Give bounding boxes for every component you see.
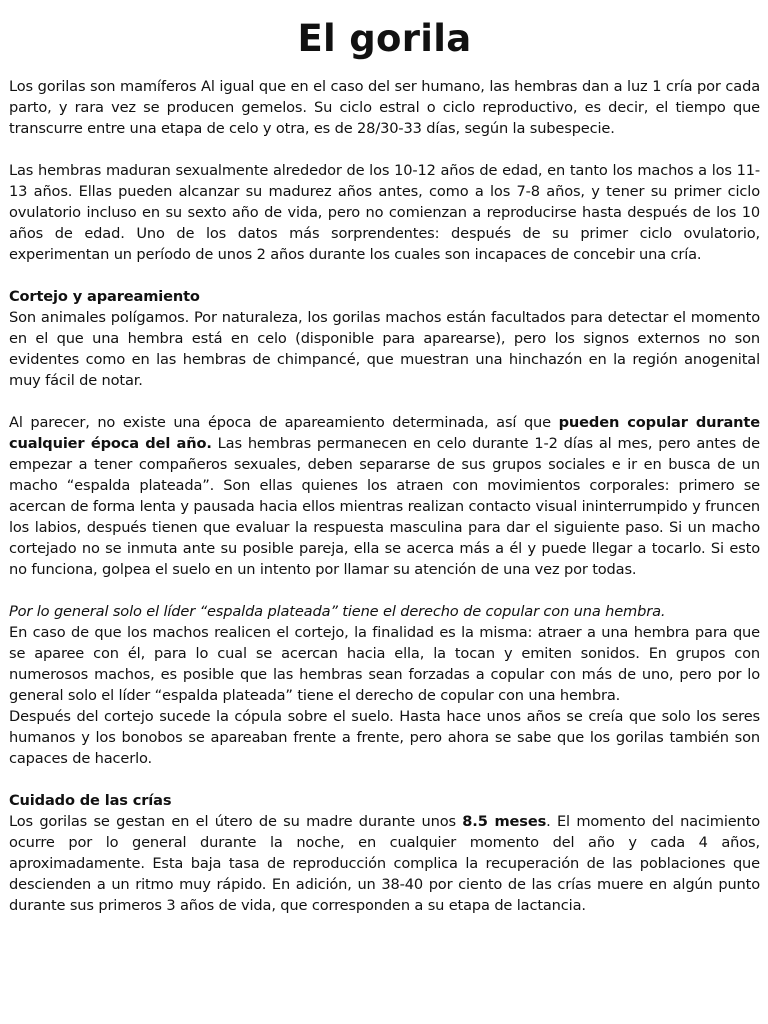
cortejo-paragraph-2-bold: pueden copular durante cualquier época del año. bbox=[9, 414, 760, 452]
document-title: El gorila bbox=[297, 17, 472, 60]
paragraph-gap bbox=[9, 580, 760, 601]
section-heading-crias: Cuidado de las crías bbox=[9, 792, 172, 809]
crias-paragraph-1-bold: 8.5 meses bbox=[462, 813, 547, 830]
cortejo-paragraph-4: Después del cortejo sucede la cópula sobre el suelo. Hasta hace unos años se creía que solo los seres humanos y los bonobos se apareaban frente a frente, pero ahora se sabe que los gorilas también son capaces de hacerlo. bbox=[9, 708, 760, 767]
intro-paragraph-2: Las hembras maduran sexualmente alrededor de los 10-12 años de edad, en tanto los machos a los 11-13 años. Ellas pueden alcanzar su madurez años antes, como a los 7-8 años, y tener su primer ciclo ovulatorio incluso en su sexto año de vida, pero no comienzan a reproducirse hasta después de los 10 años de edad. Uno de los datos más sorprendentes: después de su primer ciclo ovulatorio, experimentan un período de unos 2 años durante los cuales son incapaces de concebir una cría. bbox=[9, 162, 760, 263]
crias-paragraph-1-end: . El momento del nacimiento ocurre por lo general durante la noche, en cualquier momento del año y cada 4 años, aproximadamente. Esta baja tasa de reproducción complica la recuperación de las poblaciones que descienden a un ritmo muy rápido. En adición, un 38-40 por ciento de las crías muere en algún punto durante sus primeros 3 años de vida, que corresponden a su etapa de lactancia. bbox=[9, 813, 760, 914]
paragraph-gap bbox=[9, 769, 760, 790]
cortejo-paragraph-2-end: Las hembras permanecen en celo durante 1-2 días al mes, pero antes de empezar a tener compañeros sexuales, deben separarse de sus grupos sociales e ir en busca de un macho “espalda plateada”. Son ellas quienes los atraen con movimientos corporales: primero se acercan de forma lenta y pausada hacia ellos mientras realizan contacto visual ininterrumpido y fruncen los labios, después tienen que evaluar la respuesta masculina para dar el siguiente paso. Si un macho cortejado no se inmuta ante su posible pareja, ella se acerca más a él y puede llegar a tocarlo. Si esto no funciona, golpea el suelo en un intento por llamar su atención de una vez por todas. bbox=[9, 435, 760, 578]
cortejo-paragraph-1: Son animales polígamos. Por naturaleza, los gorilas machos están facultados para detectar el momento en el que una hembra está en celo (disponible para aparearse), pero los signos externos no son evidentes como en las hembras de chimpancé, que muestran una hinchazón en la región anogenital muy fácil de notar. bbox=[9, 309, 760, 389]
intro-paragraph-1: Los gorilas son mamíferos Al igual que en el caso del ser humano, las hembras dan a luz 1 cría por cada parto, y rara vez se producen gemelos. Su ciclo estral o ciclo reproductivo, es decir, el tiempo que transcurre entre una etapa de celo y otra, es de 28/30-33 días, según la subespecie. bbox=[9, 78, 760, 137]
paragraph-gap bbox=[9, 139, 760, 160]
document-page bbox=[9, 12, 760, 916]
paragraph-gap bbox=[9, 265, 760, 286]
paragraph-gap bbox=[9, 391, 760, 412]
crias-paragraph-1 bbox=[9, 811, 760, 916]
cortejo-italic-note: Por lo general solo el líder “espalda plateada” tiene el derecho de copular con una hembra. bbox=[9, 603, 666, 620]
cortejo-paragraph-3: En caso de que los machos realicen el cortejo, la finalidad es la misma: atraer a una hembra para que se aparee con él, para lo cual se acercan hacia ella, la tocan y emiten sonidos. En grupos con numerosos machos, es posible que las hembras sean forzadas a copular con más de uno, pero por lo general solo el líder “espalda plateada” tiene el derecho de copular con una hembra. bbox=[9, 624, 760, 704]
cortejo-paragraph-2 bbox=[9, 412, 760, 580]
crias-paragraph-1-start: Los gorilas se gestan en el útero de su madre durante unos bbox=[9, 813, 463, 830]
cortejo-paragraph-2-start: Al parecer, no existe una época de apareamiento determinada, así que bbox=[9, 414, 559, 431]
section-heading-cortejo: Cortejo y apareamiento bbox=[9, 288, 200, 305]
